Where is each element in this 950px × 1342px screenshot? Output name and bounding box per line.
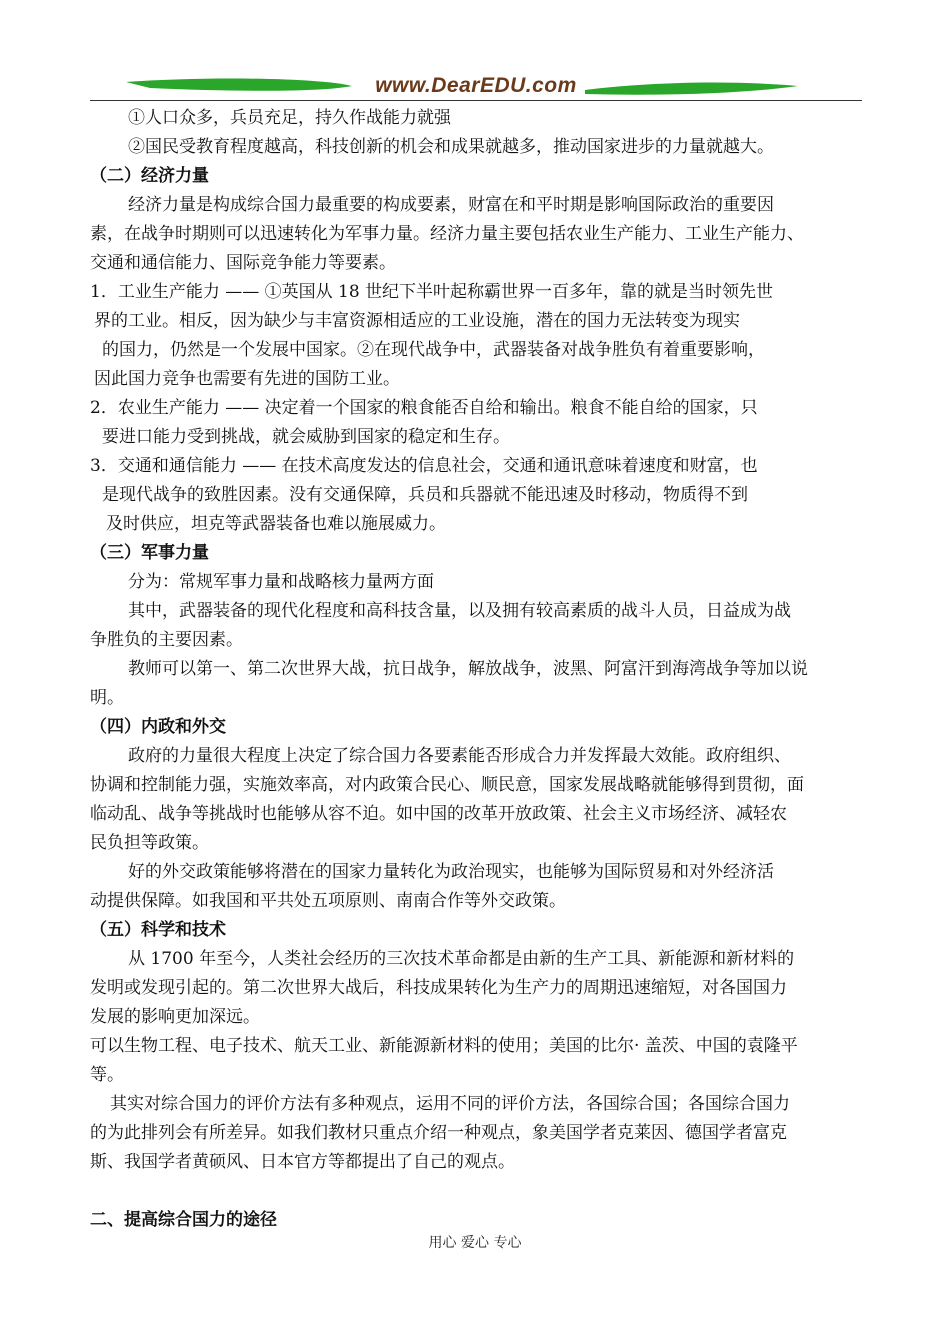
text-line: 等。 [90,1065,124,1085]
text-line: 3．交通和通信能力 —— 在技术高度发达的信息社会，交通和通讯意味着速度和财富，也 [90,456,758,476]
text-line [90,1177,862,1206]
text-line: 经济力量是构成综合国力最重要的构成要素，财富在和平时期是影响国际政治的重要因 [128,195,774,215]
text-line: 界的工业。相反，因为缺少与丰富资源相适应的工业设施，潜在的国力无法转变为现实 [94,311,740,331]
text-line: 交通和通信能力、国际竞争能力等要素。 [90,253,396,273]
section-heading: （四）内政和外交 [90,717,226,737]
text-line: 的国力，仍然是一个发展中国家。②在现代战争中，武器装备对战争胜负有着重要影响， [102,340,765,360]
section-heading: 二、提高综合国力的途径 [90,1210,277,1230]
text-line: 的为此排列会有所差异。如我们教材只重点介绍一种观点，象美国学者克莱因、德国学者富克 [90,1123,787,1143]
text-line: 2．农业生产能力 —— 决定着一个国家的粮食能否自给和输出。粮食不能自给的国家，只 [90,398,758,418]
text-line: 明。 [90,688,124,708]
text-line: 因此国力竞争也需要有先进的国防工业。 [94,369,400,389]
text-line: 1．工业生产能力 —— ①英国从 18 世纪下半叶起称霸世界一百多年，靠的就是当时领先世 [90,282,774,302]
logo-text: www.DearEDU.com [375,74,577,97]
text-line: 及时供应，坦克等武器装备也难以施展威力。 [106,514,446,534]
text-line: 政府的力量很大程度上决定了综合国力各要素能否形成合力并发挥最大效能。政府组织、 [128,746,791,766]
text-line: 分为：常规军事力量和战略核力量两方面 [128,572,434,592]
text-line: 其实对综合国力的评价方法有多种观点，运用不同的评价方法，各国综合国；各国综合国力 [110,1094,790,1114]
text-line: 是现代战争的致胜因素。没有交通保障，兵员和兵器就不能迅速及时移动，物质得不到 [102,485,748,505]
text-line: 发展的影响更加深远。 [90,1007,260,1027]
text-line: 其中，武器装备的现代化程度和高科技含量，以及拥有较高素质的战斗人员，日益成为战 [128,601,791,621]
text-line: 临动乱、战争等挑战时也能够从容不迫。如中国的改革开放政策、社会主义市场经济、减轻农 [90,804,787,824]
section-heading: （三）军事力量 [90,543,209,563]
section-heading: （二）经济力量 [90,166,209,186]
text-line: 从 1700 年至今，人类社会经历的三次技术革命都是由新的生产工具、新能源和新材料的 [128,949,795,969]
text-line: ①人口众多，兵员充足，持久作战能力就强 [128,108,451,128]
text-line: 协调和控制能力强，实施效率高，对内政策合民心、顺民意，国家发展战略就能够得到贯彻，面 [90,775,804,795]
text-line: 可以生物工程、电子技术、航天工业、新能源新材料的使用；美国的比尔· 盖茨、中国的袁隆平 [90,1036,798,1056]
text-line: ②国民受教育程度越高，科技创新的机会和成果就越多，推动国家进步的力量就越大。 [128,137,774,157]
text-line: 教师可以第一、第二次世界大战，抗日战争，解放战争，波黑、阿富汗到海湾战争等加以说 [128,659,808,679]
document-body [90,104,862,1235]
text-line: 民负担等政策。 [90,833,209,853]
text-line: 好的外交政策能够将潜在的国家力量转化为政治现实，也能够为国际贸易和对外经济活 [128,862,774,882]
header-rule [90,100,862,101]
text-line: 发明或发现引起的。第二次世界大战后，科技成果转化为生产力的周期迅速缩短，对各国国力 [90,978,787,998]
text-line: 动提供保障。如我国和平共处五项原则、南南合作等外交政策。 [90,891,566,911]
text-line: 斯、我国学者黄硕风、日本官方等都提出了自己的观点。 [90,1152,515,1172]
text-line: 争胜负的主要因素。 [90,630,243,650]
section-heading: （五）科学和技术 [90,920,226,940]
text-line: 要进口能力受到挑战，就会威胁到国家的稳定和生存。 [102,427,510,447]
text-line: 素，在战争时期则可以迅速转化为军事力量。经济力量主要包括农业生产能力、工业生产能力、 [90,224,804,244]
footer-text: 用心 爱心 专心 [428,1235,522,1251]
